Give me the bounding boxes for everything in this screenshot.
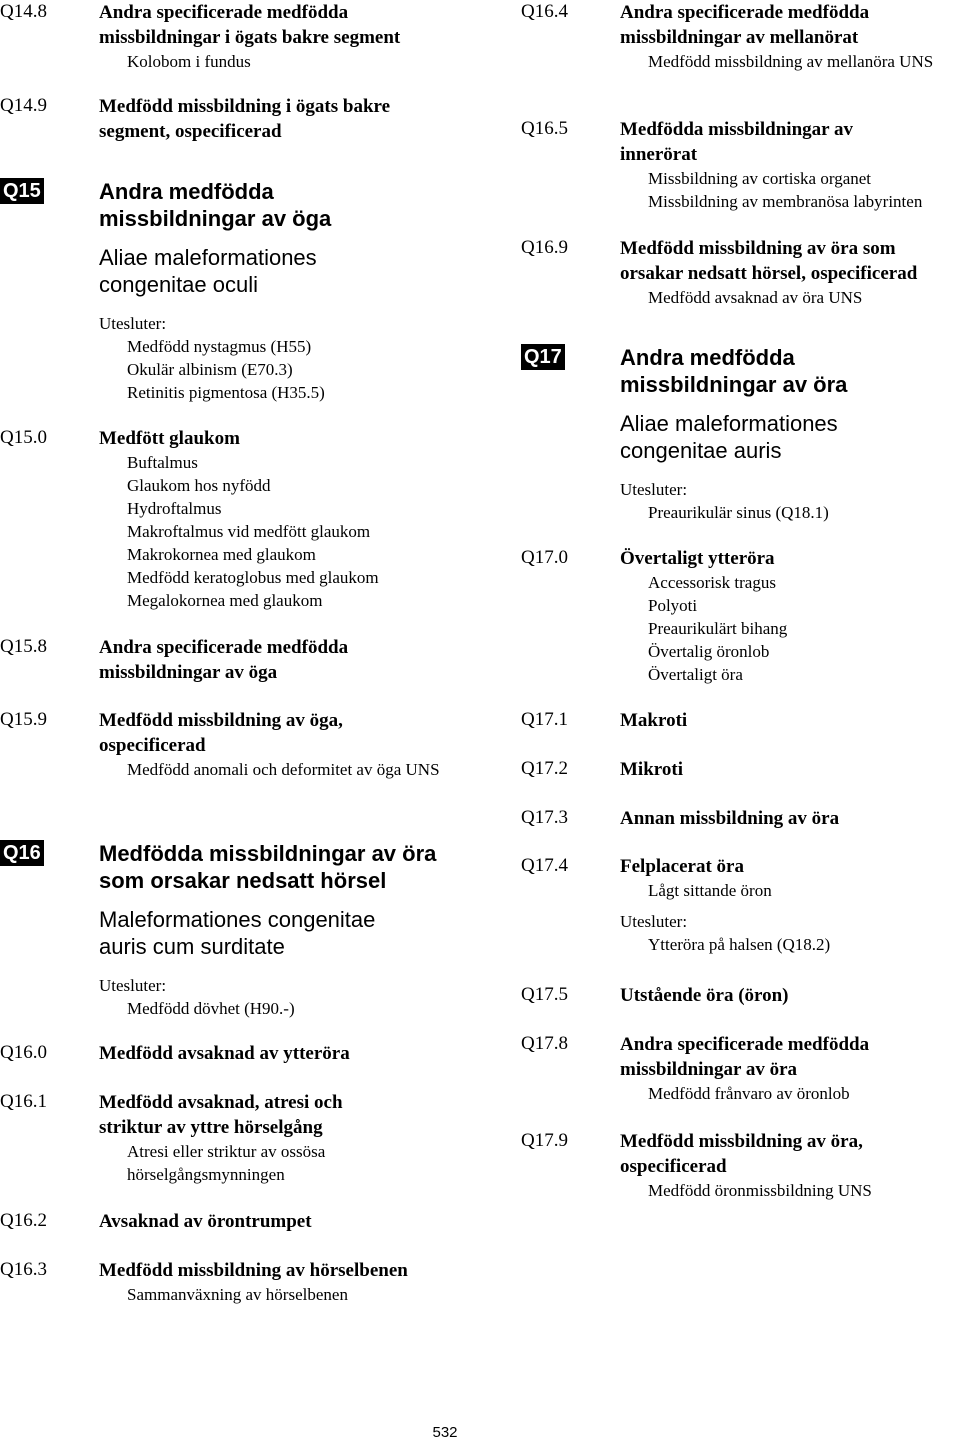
entry-q17-1	[521, 708, 960, 733]
entry-line: Medfödd avsaknad av öra UNS	[648, 288, 863, 307]
exclusion-label: Utesluter:	[620, 480, 688, 499]
exclusion-item: Retinitis pigmentosa (H35.5)	[127, 383, 325, 402]
exclusion-label: Utesluter:	[99, 314, 167, 333]
entry-q17-3	[521, 806, 960, 831]
entry-title: Övertaligt ytteröra	[620, 548, 775, 569]
entry-code: Q15.8	[0, 636, 47, 657]
entry-line: Övertalig öronlob	[648, 642, 770, 661]
entry-title: Medfödd missbildning i ögats bakre segment, ospecificerad	[99, 96, 391, 142]
entry-title: Medfödd avsaknad av ytteröra	[99, 1043, 350, 1064]
entry-q14-8	[0, 0, 470, 73]
block-code-badge: Q17	[521, 344, 565, 370]
block-latin-title: Aliae maleformationes congenitae oculi	[99, 245, 317, 297]
entry-q16-0	[0, 1041, 470, 1066]
exclusion-item: Medfödd nystagmus (H55)	[127, 337, 312, 356]
entry-q17-2	[521, 757, 960, 782]
entry-q16-9	[521, 236, 960, 309]
entry-line: Övertaligt öra	[648, 665, 743, 684]
entry-line: Makrokornea med glaukom	[127, 545, 316, 564]
exclusion-label: Utesluter:	[620, 912, 688, 931]
entry-code: Q17.3	[521, 807, 568, 828]
entry-line: Preaurikulärt bihang	[648, 619, 788, 638]
exclusion-item: Preaurikulär sinus (Q18.1)	[648, 503, 829, 522]
entry-code: Q16.9	[521, 237, 568, 258]
block-title: Andra medfödda missbildningar av öga	[99, 179, 332, 231]
entry-code: Q17.5	[521, 984, 568, 1005]
block-q16	[0, 840, 470, 1020]
entry-q16-2	[0, 1209, 470, 1234]
entry-title: Utstående öra (öron)	[620, 985, 789, 1006]
entry-title: Medfödd avsaknad, atresi och striktur av yttre hörselgång	[99, 1092, 343, 1138]
entry-title: Andra specificerade medfödda missbildningar av mellanörat	[620, 2, 870, 48]
entry-code: Q16.1	[0, 1091, 47, 1112]
entry-q17-4	[521, 854, 960, 956]
entry-title: Mikroti	[620, 759, 683, 780]
entry-code: Q17.1	[521, 709, 568, 730]
entry-q16-3	[0, 1258, 470, 1306]
entry-q17-5	[521, 983, 960, 1008]
entry-line: Medfödd frånvaro av öronlob	[648, 1084, 850, 1103]
entry-code: Q15.9	[0, 709, 47, 730]
entry-title: Medfödd missbildning av öra, ospecificerad	[620, 1131, 863, 1177]
entry-title: Felplacerat öra	[620, 856, 744, 877]
block-code-badge: Q16	[0, 840, 44, 866]
block-latin-title: Maleformationes congenitae auris cum surditate	[99, 907, 376, 959]
entry-q17-0	[521, 546, 960, 686]
entry-q17-9	[521, 1129, 960, 1202]
block-title: Medfödda missbildningar av öra som orsakar nedsatt hörsel	[99, 841, 437, 893]
entry-q14-9	[0, 94, 470, 144]
entry-code: Q17.0	[521, 547, 568, 568]
entry-title: Annan missbildning av öra	[620, 808, 840, 829]
entry-code: Q14.9	[0, 95, 47, 116]
entry-q15-8	[0, 635, 470, 685]
entry-line: Medfödd missbildning av mellanöra UNS	[648, 52, 934, 71]
entry-line: Missbildning av cortiska organet	[648, 169, 872, 188]
entry-code: Q15.0	[0, 427, 47, 448]
entry-code: Q16.2	[0, 1210, 47, 1231]
entry-line: Makroftalmus vid medfött glaukom	[127, 522, 371, 541]
entry-code: Q17.9	[521, 1130, 568, 1151]
entry-title: Andra specificerade medfödda missbildningar i ögats bakre segment	[99, 2, 401, 48]
entry-line: Missbildning av membranösa labyrinten	[648, 192, 923, 211]
entry-code: Q14.8	[0, 1, 47, 22]
entry-title: Andra specificerade medfödda missbildningar av öga	[99, 637, 349, 683]
entry-q16-4	[521, 0, 960, 73]
entry-code: Q16.3	[0, 1259, 47, 1280]
entry-code: Q16.0	[0, 1042, 47, 1063]
block-q15	[0, 178, 470, 404]
entry-title: Medfödda missbildningar av innerörat	[620, 119, 853, 165]
entry-line: Medfödd anomali och deformitet av öga UNS	[127, 760, 440, 779]
entry-title: Medfött glaukom	[99, 428, 240, 449]
entry-line: Polyoti	[648, 596, 698, 615]
entry-line: Megalokornea med glaukom	[127, 591, 323, 610]
entry-q16-5	[521, 117, 960, 213]
exclusion-item: Okulär albinism (E70.3)	[127, 360, 293, 379]
entry-q17-8	[521, 1032, 960, 1105]
entry-line: Glaukom hos nyfödd	[127, 476, 271, 495]
block-code-badge: Q15	[0, 178, 44, 204]
entry-q16-1	[0, 1090, 470, 1186]
block-q17	[521, 344, 960, 524]
entry-line: Accessorisk tragus	[648, 573, 776, 592]
block-title: Andra medfödda missbildningar av öra	[620, 345, 848, 397]
entry-line: Kolobom i fundus	[127, 52, 251, 71]
entry-line: Atresi eller striktur av ossösa hörselgångsmynningen	[127, 1142, 326, 1184]
entry-code: Q16.5	[521, 118, 568, 139]
entry-line: Hydroftalmus	[127, 499, 222, 518]
entry-title: Medfödd missbildning av hörselbenen	[99, 1260, 408, 1281]
entry-title: Medfödd missbildning av öga, ospecificerad	[99, 710, 343, 756]
exclusion-label: Utesluter:	[99, 976, 167, 995]
exclusion-item: Ytteröra på halsen (Q18.2)	[648, 935, 831, 954]
entry-title: Medfödd missbildning av öra som orsakar nedsatt hörsel, ospecificerad	[620, 238, 918, 284]
entry-title: Andra specificerade medfödda missbildningar av öra	[620, 1034, 870, 1080]
entry-code: Q17.4	[521, 855, 568, 876]
entry-q15-0	[0, 426, 470, 612]
block-latin-title: Aliae maleformationes congenitae auris	[620, 411, 838, 463]
entry-title: Makroti	[620, 710, 688, 731]
entry-code: Q17.2	[521, 758, 568, 779]
entry-line: Sammanväxning av hörselbenen	[127, 1285, 348, 1304]
entry-q15-9	[0, 708, 470, 781]
page-number: 532	[432, 1424, 458, 1441]
entry-line: Medfödd keratoglobus med glaukom	[127, 568, 379, 587]
exclusion-item: Medfödd dövhet (H90.-)	[127, 999, 295, 1018]
entry-title: Avsaknad av örontrumpet	[99, 1211, 312, 1232]
entry-line: Lågt sittande öron	[648, 881, 772, 900]
entry-code: Q16.4	[521, 1, 568, 22]
entry-line: Buftalmus	[127, 453, 198, 472]
entry-code: Q17.8	[521, 1033, 568, 1054]
entry-line: Medfödd öronmissbildning UNS	[648, 1181, 872, 1200]
